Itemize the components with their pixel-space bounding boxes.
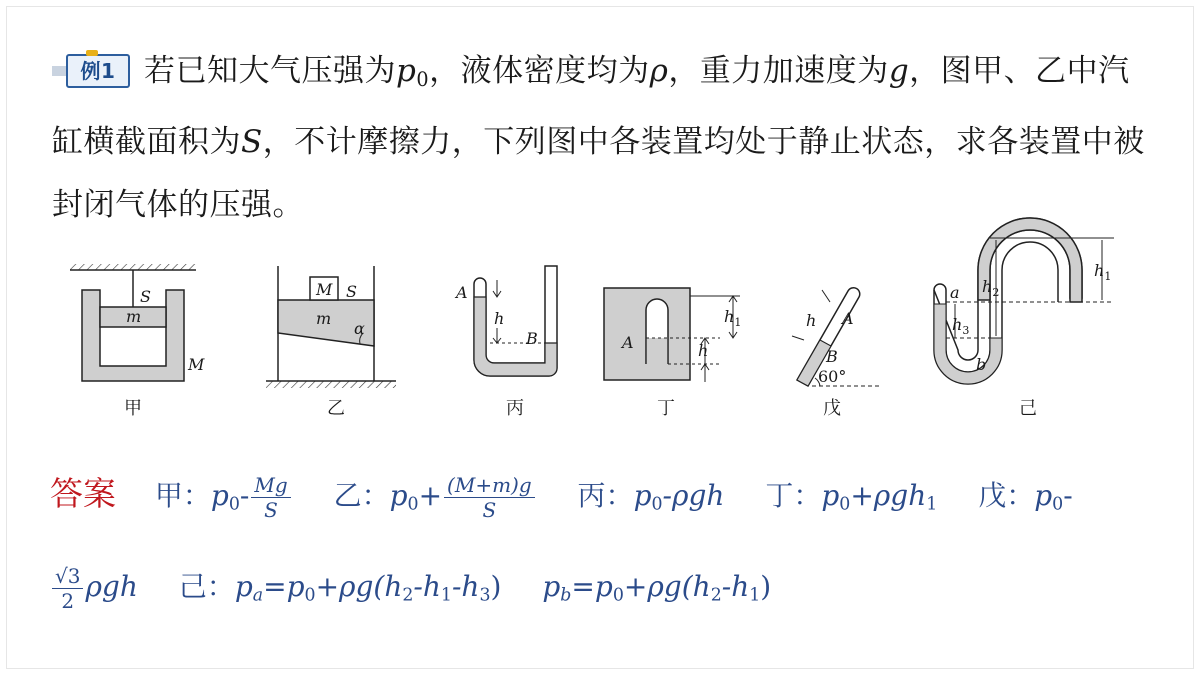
ji-label-h2 — [982, 277, 999, 299]
question-seg5: ，不计摩擦力，下列图中各装置均处于静止状态，求各装置中被封闭气体的压强。 — [52, 123, 1145, 223]
jia-ceiling-hatch — [70, 264, 196, 270]
bing-label-A: A — [456, 283, 468, 302]
ans-ji-sub3: 3 — [479, 585, 491, 606]
ans-ji-eq1: = — [263, 570, 287, 603]
bing-label-h: h — [494, 309, 505, 328]
ans-jia-num: Mg — [251, 473, 290, 498]
ans-ji-sub2-b: 2 — [710, 585, 722, 606]
ans-ji-minus-h3: -h — [451, 570, 480, 603]
ans-wu-label: 戊： — [978, 479, 1035, 512]
yi-label-alpha: α — [354, 319, 365, 338]
wu-label-A: A — [842, 309, 854, 328]
ans-ding — [765, 479, 938, 515]
ans-bing-expr: -ρgh — [662, 479, 725, 512]
jia-label-m: m — [126, 307, 142, 326]
ans-jia-label: 甲： — [154, 479, 211, 512]
ding-label-h1 — [724, 307, 741, 329]
ji-label-a: a — [950, 283, 960, 302]
ans-ji-sub1-a: 1 — [440, 585, 452, 606]
ans-ding-sub: 1 — [926, 494, 938, 515]
figure-yi — [266, 266, 396, 388]
jia-label-S: S — [140, 287, 151, 306]
question-seg4: ，图甲、乙中汽缸横截面积为 — [52, 53, 1130, 160]
ans-ji-rest-b: +ρg(h — [623, 570, 711, 603]
ans-ji-minus-h1-b: -h — [721, 570, 750, 603]
ans-wu-start — [978, 479, 1073, 515]
ans-wu-den: 2 — [61, 589, 75, 613]
yi-label-m: m — [316, 309, 332, 328]
ding-h1-letter: h — [724, 307, 735, 326]
wu-label-B: B — [826, 347, 838, 366]
ans-yi-p-sub: 0 — [407, 494, 419, 515]
fig-label-wu: 戊 — [823, 398, 841, 419]
ans-jia-p: p — [210, 479, 229, 512]
ding-label-A: A — [622, 333, 634, 352]
ans-ji-p0-a-sub: 0 — [304, 585, 316, 606]
var-S: S — [241, 123, 263, 160]
yi-label-S: S — [346, 282, 357, 301]
ji-h2-subscript: 2 — [992, 286, 1000, 299]
bing-label-B: B — [526, 329, 538, 348]
ans-ji-p0-b: p — [594, 570, 613, 603]
ans-ji-close-b: ) — [760, 570, 772, 603]
wu-arrow-top — [822, 290, 830, 302]
answer-title: 答案 — [50, 474, 116, 513]
question-seg1: 若已知大气压强为 — [144, 53, 396, 89]
ji-label-b: b — [976, 355, 987, 374]
ans-yi-den: S — [482, 498, 497, 522]
answer-line-2 — [50, 564, 771, 613]
wu-label-angle: 60° — [818, 367, 847, 386]
ans-ji-p0-b-sub: 0 — [612, 585, 624, 606]
ans-ji-pb-sub: b — [560, 585, 572, 606]
ans-ji-label: 己： — [178, 570, 235, 603]
ans-wu-num: √3 — [52, 564, 83, 589]
ans-bing — [577, 479, 725, 515]
fig-label-ji: 己 — [1019, 398, 1037, 419]
figure-ji — [934, 218, 1114, 384]
fig-label-ding: 丁 — [657, 398, 675, 419]
yi-label-M: M — [316, 280, 333, 299]
ans-ji-p0-a: p — [286, 570, 305, 603]
fig-label-bing: 丙 — [506, 398, 524, 419]
ans-bing-p-sub: 0 — [651, 494, 663, 515]
var-p: p — [396, 53, 417, 89]
ans-jia-p-sub: 0 — [228, 494, 240, 515]
ans-wu-rest: ρgh — [85, 570, 138, 603]
ans-ji-close-a: ) — [490, 570, 502, 603]
ji-h3-subscript: 3 — [962, 324, 970, 337]
ding-h1-subscript: 1 — [734, 316, 742, 329]
ans-yi-fraction — [444, 473, 535, 522]
wu-arrow-bottom — [792, 336, 804, 340]
ans-ji-pb: p — [542, 570, 561, 603]
ans-bing-label: 丙： — [577, 479, 634, 512]
ans-bing-p: p — [633, 479, 652, 512]
ans-jia-den: S — [264, 498, 278, 522]
question-seg2: ，液体密度均为 — [429, 53, 650, 89]
figure-jia — [70, 264, 205, 381]
ans-wu-p-sub: 0 — [1052, 494, 1064, 515]
ans-ji-pa-sub: a — [252, 585, 264, 606]
ans-wu-op: - — [1063, 479, 1073, 512]
ans-ding-p: p — [821, 479, 840, 512]
ans-ji-rest-a: +ρg(h — [315, 570, 403, 603]
var-p-sub: 0 — [416, 67, 430, 91]
ji-h2-letter: h — [982, 277, 993, 296]
fig-label-yi: 乙 — [327, 398, 345, 419]
ji-h3-letter: h — [952, 315, 963, 334]
ans-yi-label: 乙： — [333, 479, 390, 512]
answer-line-1 — [50, 468, 1073, 522]
badge-box: 例1 — [66, 54, 130, 88]
ji-h1-subscript: 1 — [1104, 270, 1112, 283]
fig-label-jia: 甲 — [124, 398, 142, 419]
ans-ji-eq2: = — [571, 570, 595, 603]
ji-h1-letter: h — [1094, 261, 1105, 280]
var-rho: ρ — [649, 53, 669, 89]
ans-ding-p-sub: 0 — [839, 494, 851, 515]
ans-ji-sub2-a: 2 — [402, 585, 414, 606]
ans-ding-label: 丁： — [765, 479, 822, 512]
ans-wu-p: p — [1034, 479, 1053, 512]
yi-ground-hatch — [266, 381, 396, 388]
ans-ji-pa: p — [234, 570, 253, 603]
ans-yi-num: (M+m)g — [444, 473, 535, 498]
ans-yi-op: + — [418, 479, 443, 512]
ans-ji-b — [542, 570, 772, 606]
ans-ji — [178, 570, 502, 606]
ans-yi-p: p — [389, 479, 408, 512]
question-seg3: ，重力加速度为 — [668, 53, 889, 89]
ding-tube-liquid — [647, 338, 667, 364]
ans-ji-minus-h1-a: -h — [413, 570, 441, 603]
figure-wu — [792, 288, 882, 386]
ans-yi — [333, 473, 537, 522]
ans-ji-sub1-b: 1 — [749, 585, 761, 606]
ji-liquid-bottom — [934, 304, 1002, 384]
ans-jia-fraction — [251, 473, 290, 522]
ans-ding-expr: +ρgh — [850, 479, 927, 512]
ans-jia-op: - — [239, 479, 250, 512]
ans-jia — [154, 473, 293, 522]
ji-label-h1 — [1094, 261, 1111, 283]
var-g: g — [888, 53, 910, 89]
ji-label-h3 — [952, 315, 969, 337]
jia-label-M: M — [188, 355, 205, 374]
figure-bing — [454, 266, 557, 376]
figure-ding — [604, 288, 741, 382]
ans-wu-fraction — [52, 564, 83, 613]
ding-label-h: h — [698, 341, 709, 360]
wu-label-h: h — [806, 311, 817, 330]
